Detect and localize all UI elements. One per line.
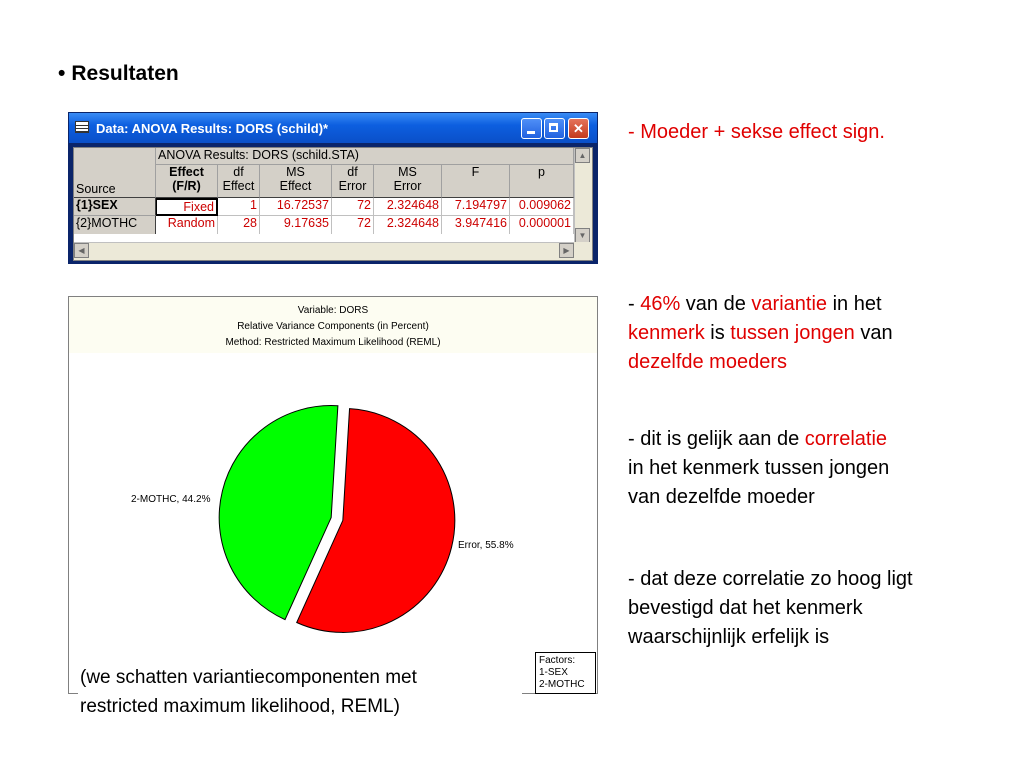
table-cell[interactable]: 3.947416: [442, 216, 510, 234]
slice-label-error: Error, 55.8%: [458, 540, 514, 551]
legend-title: Factors:: [539, 655, 576, 666]
caption-line: restricted maximum likelihood, REML): [80, 696, 400, 717]
vertical-scrollbar[interactable]: [574, 148, 592, 243]
table-cell[interactable]: 2.324648: [374, 216, 442, 234]
result-point-3: - dit is gelijk aan de correlatie in het kenmerk tussen jongen van dezelfde moeder: [628, 428, 890, 508]
anova-table: [73, 147, 593, 261]
col-header-ms-effect[interactable]: MS Effect: [260, 165, 332, 198]
legend-item: 2-MOTHC: [539, 679, 585, 690]
scroll-up-icon[interactable]: ▲: [575, 148, 590, 163]
scroll-right-icon[interactable]: ▶: [559, 243, 574, 258]
slice-label-mothc: 2-MOTHC, 44.2%: [131, 494, 211, 505]
col-header-ms-error[interactable]: MS Error: [374, 165, 442, 198]
row-label-sex[interactable]: {1}SEX: [74, 198, 156, 216]
chart-caption: [78, 663, 522, 721]
table-cell[interactable]: Random: [156, 216, 218, 234]
spreadsheet-icon: [75, 121, 89, 133]
resize-grip-icon[interactable]: [574, 242, 592, 260]
table-cell[interactable]: 1: [218, 198, 260, 216]
col-header-df-effect[interactable]: df Effect: [218, 165, 260, 198]
row-label-mothc[interactable]: {2}MOTHC: [74, 216, 156, 234]
heading-text: Resultaten: [71, 62, 179, 85]
table-cell[interactable]: 0.000001: [510, 216, 574, 234]
source-header: Source: [76, 182, 116, 196]
scroll-down-icon[interactable]: ▼: [575, 228, 590, 243]
table-cell[interactable]: 28: [218, 216, 260, 234]
legend-item: 1-SEX: [539, 667, 568, 678]
table-cell[interactable]: 72: [332, 216, 374, 234]
result-point-4: - dat deze correlatie zo hoog ligt bevestigd dat het kenmerk waarschijnlijk erfelijk is: [628, 568, 913, 648]
pie-plot-area: [69, 353, 597, 693]
col-header-effect[interactable]: Effect (F/R): [156, 165, 218, 198]
table-cell[interactable]: Fixed: [156, 198, 218, 216]
col-header-f[interactable]: F: [442, 165, 510, 198]
anova-results-window[interactable]: [68, 112, 598, 264]
table-cell[interactable]: 16.72537: [260, 198, 332, 216]
result-point-1: - Moeder + sekse effect sign.: [628, 121, 885, 143]
result-point-2: - 46% van de variantie in het kenmerk is tussen jongen van dezelfde moeders: [628, 293, 893, 373]
table-title: ANOVA Results: DORS (schild.STA): [156, 148, 574, 165]
window-title: Data: ANOVA Results: DORS (schild)*: [96, 121, 329, 136]
table-cell[interactable]: 72: [332, 198, 374, 216]
factors-legend: [535, 652, 596, 694]
section-heading: • Resultaten: [58, 62, 179, 85]
caption-line: (we schatten variantiecomponenten met: [80, 667, 417, 688]
col-header-df-error[interactable]: df Error: [332, 165, 374, 198]
horizontal-scrollbar[interactable]: [74, 242, 574, 260]
table-cell[interactable]: 7.194797: [442, 198, 510, 216]
chart-title-line: Variable: DORS: [297, 305, 369, 316]
variance-pie-chart: [68, 296, 598, 694]
close-button[interactable]: ✕: [568, 118, 589, 139]
chart-title-line: Relative Variance Components (in Percent): [237, 321, 429, 332]
table-cell[interactable]: 2.324648: [374, 198, 442, 216]
window-titlebar[interactable]: [69, 113, 597, 143]
maximize-button[interactable]: [544, 118, 565, 139]
table-cell[interactable]: 0.009062: [510, 198, 574, 216]
col-header-p[interactable]: p: [510, 165, 574, 198]
chart-title-line: Method: Restricted Maximum Likelihood (REML): [225, 337, 441, 348]
table-cell[interactable]: 9.17635: [260, 216, 332, 234]
scroll-left-icon[interactable]: ◀: [74, 243, 89, 258]
minimize-button[interactable]: [521, 118, 542, 139]
